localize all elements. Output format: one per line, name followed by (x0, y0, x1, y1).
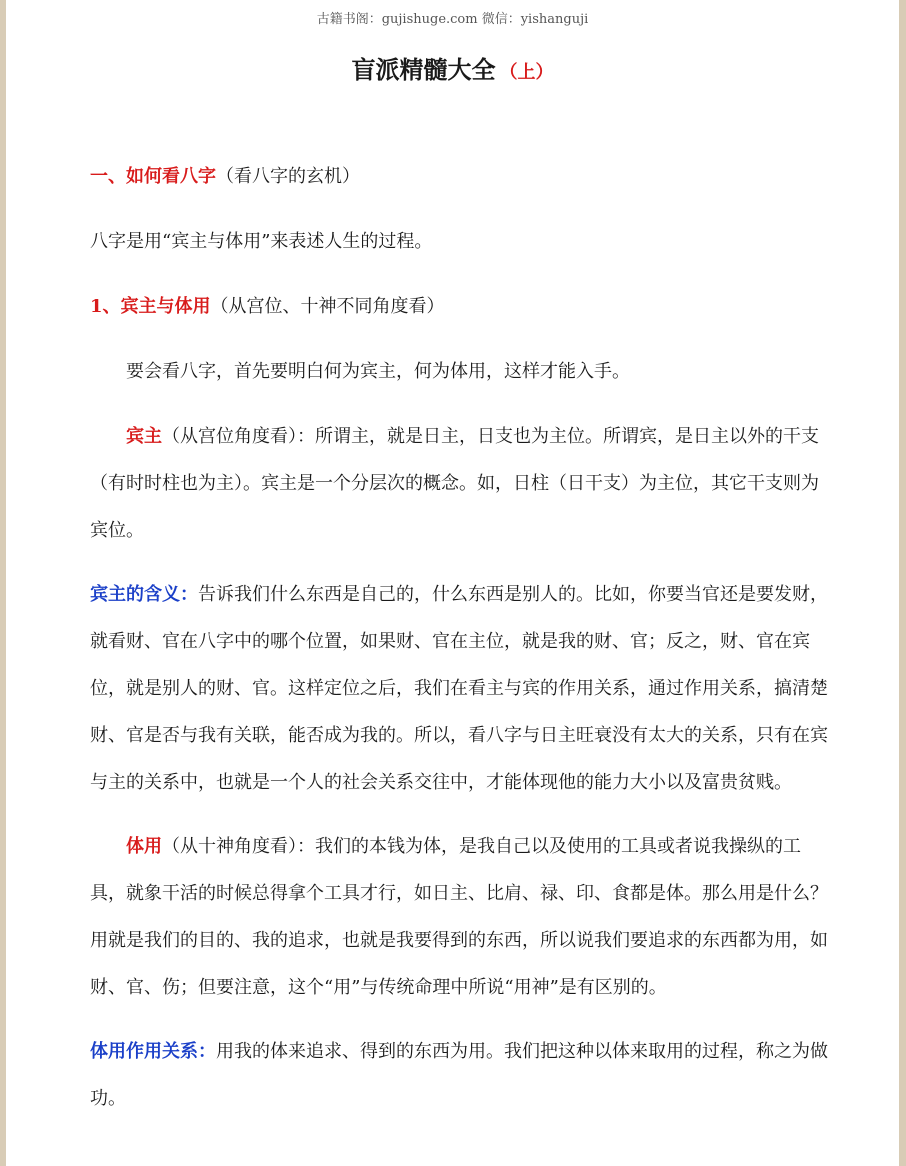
binzhu-term: 宾主 (126, 426, 162, 447)
tiyong-relation-paragraph (90, 1028, 830, 1122)
section-heading (90, 153, 830, 200)
binzhu-paragraph (90, 413, 830, 554)
section-heading-note: （看八字的玄机） (216, 166, 360, 187)
tiyong-text: （从十神角度看）：我们的本钱为体，是我自己以及使用的工具或者说我操纵的工具，就象干活的时候总得拿个工具才行，如日主、比肩、禄、印、食都是体。那么用是什么？用就是我们的目的、我的追求，也就是我要得到的东西，所以说我们要追求的东西都为用，如财、官、伤；但要注意，这个“用”与传统命理中所说“用神”是有区别的。 (90, 836, 828, 998)
section-heading-text: 一、如何看八字 (90, 166, 216, 187)
title-main: 盲派精髓大全 (351, 55, 496, 84)
tiyong-relation-text: 用我的体来追求、得到的东西为用。我们把这种以体来取用的过程，称之为做功。 (90, 1041, 828, 1109)
subsection-heading-note: （从宫位、十神不同角度看） (210, 296, 445, 317)
title-sub: （上） (499, 62, 554, 83)
tiyong-relation-term: 体用作用关系： (90, 1041, 216, 1062)
binzhu-text: （从宫位角度看）：所谓主，就是日主，日支也为主位。所谓宾，是日主以外的干支（有时时柱也为主）。宾主是一个分层次的概念。如，日柱（日干支）为主位，其它干支则为宾位。 (90, 426, 819, 541)
page-title (6, 50, 899, 85)
binzhu-meaning-term: 宾主的含义： (90, 584, 198, 605)
tiyong-term: 体用 (126, 836, 162, 857)
source-watermark: 古籍书阁：gujishuge.com 微信：yishanguji (316, 12, 589, 27)
tiyong-paragraph (90, 823, 830, 1011)
subsection-heading (90, 283, 830, 330)
document-page (6, 0, 899, 1166)
binzhu-meaning-paragraph (90, 571, 830, 806)
binzhu-meaning-text: 告诉我们什么东西是自己的，什么东西是别人的。比如，你要当官还是要发财，就看财、官在八字中的哪个位置，如果财、官在主位，就是我的财、官；反之，财、官在宾位，就是别人的财、官。这样定位之后，我们在看主与宾的作用关系，通过作用关系，搞清楚财、官是否与我有关联，能否成为我的。所以，看八字与日主旺衰没有太大的关系，只有在宾与主的关系中，也就是一个人的社会关系交往中，才能体现他的能力大小以及富贵贫贱。 (90, 584, 828, 793)
lead-paragraph: 要会看八字，首先要明白何为宾主，何为体用，这样才能入手。 (126, 361, 630, 382)
subsection-heading-text: 1、宾主与体用 (90, 296, 211, 317)
intro-paragraph: 八字是用“宾主与体用”来表述人生的过程。 (90, 231, 433, 252)
